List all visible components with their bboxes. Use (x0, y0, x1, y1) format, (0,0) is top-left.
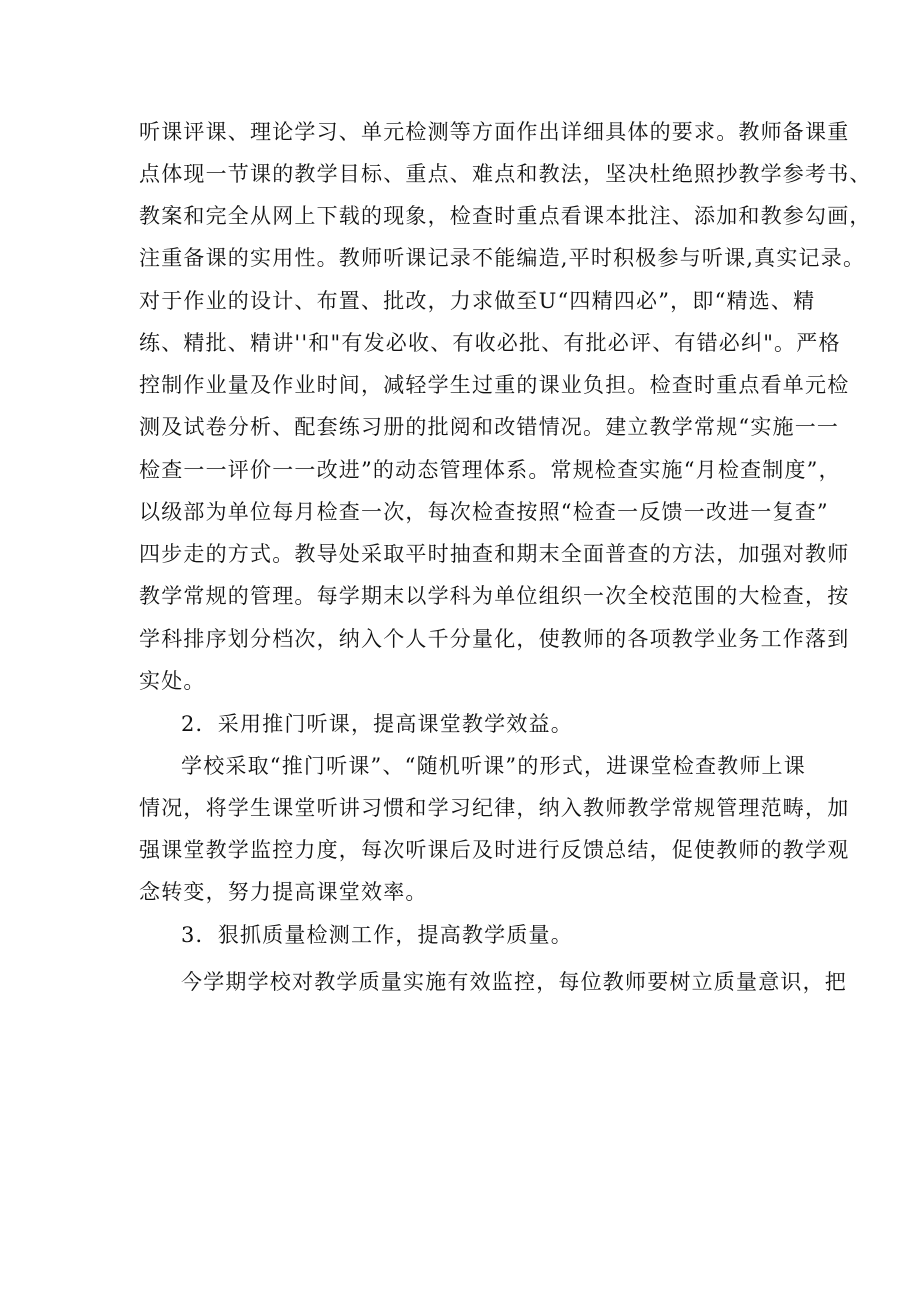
paragraph-1-line-14: 实处。 (139, 669, 206, 693)
paragraph-1-line-3: 教案和完全从网上下载的现象，检查时重点看课本批注、添加和教参勾画， (139, 204, 872, 228)
paragraph-1-line-5: 对于作业的设计、布置、批改，力求做至U“四精四必”，即“精选、精 (139, 289, 816, 313)
paragraph-1-line-11: 四步走的方式。教导处采取平时抽查和期末全面普查的方法，加强对教师 (139, 542, 850, 566)
paragraph-3-line-1: 今学期学校对教学质量实施有效监控，每位教师要树立质量意识，把 (181, 970, 847, 994)
paragraph-2-line-1: 学校采取“推门听课”、“随机听课”的形式，进课堂检查教师上课 (181, 754, 806, 778)
paragraph-1-line-4: 注重备课的实用性。教师听课记录不能编造,平时积极参与听课,真实记录。 (139, 246, 866, 270)
paragraph-2-line-4: 念转变，努力提高课堂效率。 (139, 880, 428, 904)
section-heading-2: 2．采用推门听课，提高课堂教学效益。 (181, 712, 573, 736)
section-heading-3: 3．狠抓质量检测工作，提高教学质量。 (181, 923, 573, 947)
paragraph-2-line-3: 强课堂教学监控力度，每次听课后及时进行反馈总结，促使教师的教学观 (139, 838, 850, 862)
paragraph-1-line-7: 控制作业量及作业时间，减轻学生过重的课业负担。检查时重点看单元检 (139, 373, 850, 397)
paragraph-1-line-13: 学科排序划分档次，纳入个人千分量化，使教师的各项教学业务工作落到 (139, 627, 850, 651)
paragraph-1-line-2: 点体现一节课的教学目标、重点、难点和教法，坚决杜绝照抄教学参考书、 (139, 162, 872, 186)
paragraph-1-line-8: 测及试卷分析、配套练习册的批阅和改错情况。建立教学常规“实施一一 (139, 415, 840, 439)
paragraph-1-line-10: 以级部为单位每月检查一次，每次检查按照“检查一反馈一改进一复查” (139, 500, 829, 524)
paragraph-1-line-9: 检查一一评价一一改进”的动态管理体系。常规检查实施“月检查制度”， (139, 458, 841, 482)
paragraph-1-line-6: 练、精批、精讲''和"有发必收、有收必批、有批必评、有错必纠"。严格 (139, 331, 841, 355)
paragraph-1-line-12: 教学常规的管理。每学期末以学科为单位组织一次全校范围的大检查，按 (139, 584, 850, 608)
paragraph-2-line-2: 情况，将学生课堂听讲习惯和学习纪律，纳入教师教学常规管理范畴，加 (139, 796, 850, 820)
paragraph-1-line-1: 听课评课、理论学习、单元检测等方面作出详细具体的要求。教师备课重 (139, 120, 850, 144)
